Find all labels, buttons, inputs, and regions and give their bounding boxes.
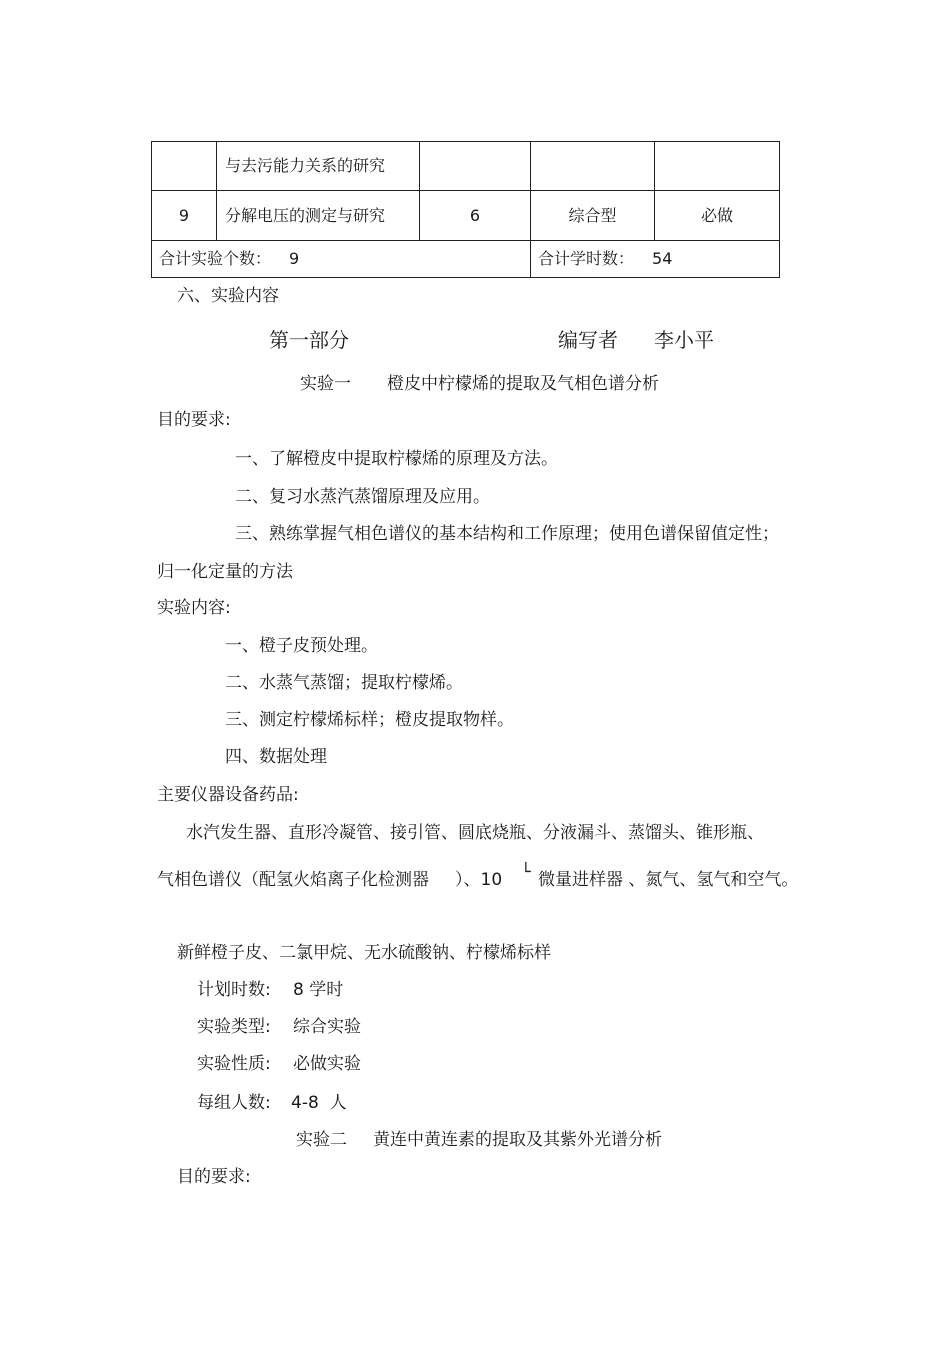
exp-nature-label: 实验性质:	[197, 1054, 271, 1074]
exp-type-value: 综合实验	[293, 1017, 361, 1037]
exp1-equipment-line: 水汽发生器、直形冷凝管、接引管、圆底烧瓶、分液漏斗、蒸馏头、锥形瓶、	[186, 823, 764, 843]
exp1-content-item: 二、水蒸气蒸馏；提取柠檬烯。	[225, 673, 463, 693]
group-size-value: 4-8 人	[291, 1093, 347, 1113]
cell-no: 9	[152, 191, 217, 241]
total-hours-value: 54	[652, 249, 673, 268]
exp1-equipment-heading: 主要仪器设备药品:	[157, 785, 299, 805]
table-total-row	[152, 241, 780, 278]
exp1-content-item: 四、数据处理	[225, 747, 327, 767]
section-heading: 六、实验内容	[177, 286, 279, 306]
exp1-title: 橙皮中柠檬烯的提取及气相色谱分析	[387, 374, 659, 394]
exp1-equipment-line-a: 气相色谱仪（配氢火焰离子化检测器	[157, 870, 429, 890]
author-label: 编写者	[558, 328, 618, 352]
plan-hours-label: 计划时数:	[197, 980, 271, 1000]
exp1-goal-item: 二、复习水蒸汽蒸馏原理及应用。	[235, 487, 490, 507]
cell-type	[531, 142, 655, 191]
total-count-cell	[152, 241, 531, 278]
exp-nature-value: 必做实验	[293, 1054, 361, 1074]
cell-no	[152, 142, 217, 191]
exp1-equipment-line-c: 微量进样器 、氮气、氢气和空气。	[538, 870, 799, 890]
cell-type: 综合型	[531, 191, 655, 241]
exp1-content-heading: 实验内容:	[157, 598, 231, 618]
plan-hours-value: 8 学时	[293, 980, 344, 1000]
exp2-goals-heading: 目的要求:	[177, 1167, 251, 1187]
cell-hours: 6	[420, 191, 531, 241]
exp1-content-item: 一、橙子皮预处理。	[225, 636, 378, 656]
cell-name: 分解电压的测定与研究	[217, 191, 420, 241]
exp-type-label: 实验类型:	[197, 1017, 271, 1037]
author-name: 李小平	[654, 328, 714, 352]
exp1-goal-item-continued: 归一化定量的方法	[157, 562, 293, 582]
exp2-label: 实验二	[296, 1130, 347, 1150]
exp1-label: 实验一	[300, 374, 351, 394]
total-hours-cell	[531, 241, 780, 278]
cell-name: 与去污能力关系的研究	[217, 142, 420, 191]
exp1-goals-heading: 目的要求:	[157, 410, 231, 430]
cell-req	[655, 142, 780, 191]
experiment-table	[151, 141, 780, 278]
exp1-goal-item: 一、了解橙皮中提取柠檬烯的原理及方法。	[235, 449, 558, 469]
part-title: 第一部分	[269, 328, 349, 352]
cell-req: 必做	[655, 191, 780, 241]
exp1-content-item: 三、测定柠檬烯标样；橙皮提取物样。	[225, 710, 514, 730]
group-size-label: 每组人数:	[197, 1093, 271, 1113]
total-hours-label: 合计学时数：	[538, 249, 635, 268]
exp1-goal-item: 三、熟练掌握气相色谱仪的基本结构和工作原理；使用色谱保留值定性；	[235, 524, 779, 544]
total-count-label: 合计实验个数：	[159, 249, 272, 268]
table-row	[152, 191, 780, 241]
cell-hours	[420, 142, 531, 191]
exp2-title: 黄连中黄连素的提取及其紫外光谱分析	[373, 1130, 662, 1150]
microliter-symbol: └	[521, 862, 531, 881]
exp1-reagents: 新鲜橙子皮、二氯甲烷、无水硫酸钠、柠檬烯标样	[177, 943, 551, 963]
table-row	[152, 142, 780, 191]
total-count-value: 9	[289, 249, 300, 268]
exp1-equipment-line-b: ）、10	[455, 870, 503, 890]
